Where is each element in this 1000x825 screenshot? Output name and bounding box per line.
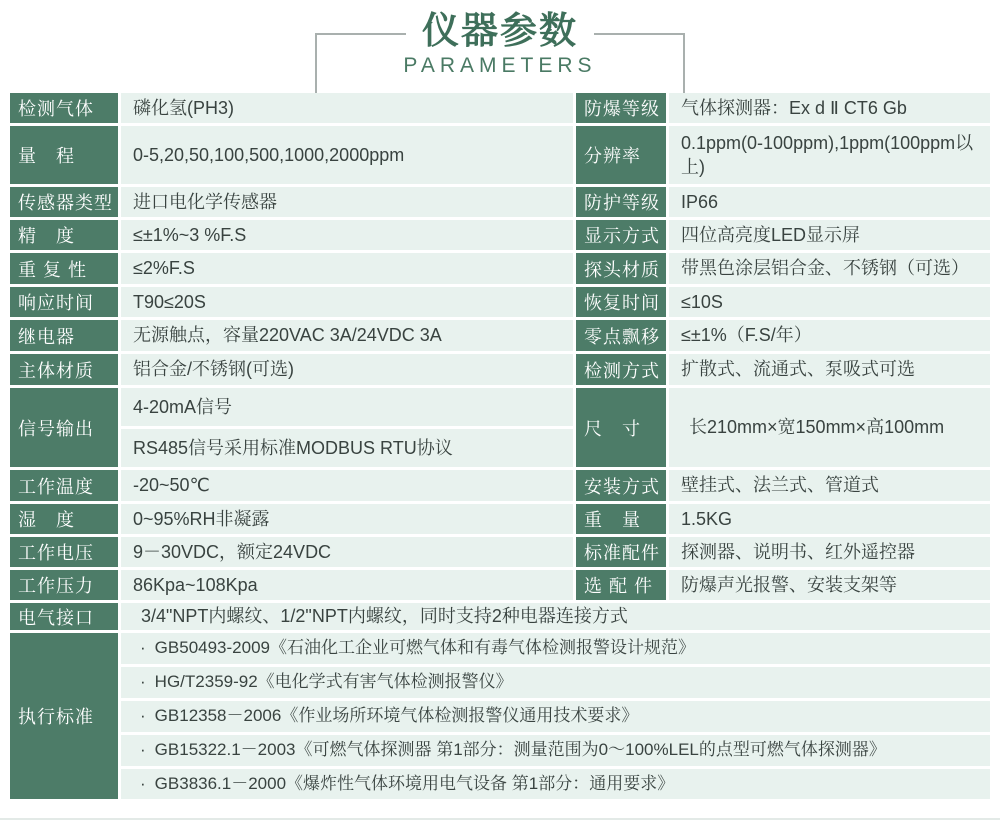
spec-label: 重 复 性	[10, 253, 118, 284]
spec-value: 铝合金/不锈钢(可选)	[121, 354, 573, 385]
spec-label: 标准配件	[576, 537, 666, 567]
standard-item	[121, 633, 990, 664]
spec-label: 防护等级	[576, 187, 666, 217]
spec-label: 传感器类型	[10, 187, 118, 217]
spec-value: 1.5KG	[669, 504, 990, 534]
spec-value: 带黑色涂层铝合金、不锈钢（可选）	[669, 253, 990, 284]
spec-label: 检测方式	[576, 354, 666, 385]
spec-label: 选 配 件	[576, 570, 666, 600]
spec-label: 量 程	[10, 126, 118, 184]
spec-value: T90≤20S	[121, 287, 573, 317]
spec-value: 3/4"NPT内螺纹、1/2"NPT内螺纹，同时支持2种电器连接方式	[121, 603, 990, 630]
spec-value: 0.1ppm(0-100ppm),1ppm(100ppm以上)	[669, 126, 990, 184]
spec-value: 进口电化学传感器	[121, 187, 573, 217]
spec-value: 防爆声光报警、安装支架等	[669, 570, 990, 600]
page-subtitle: PARAMETERS	[403, 54, 597, 77]
spec-label: 电气接口	[10, 603, 118, 630]
spec-value: ≤±1%~3 %F.S	[121, 220, 573, 250]
spec-label: 主体材质	[10, 354, 118, 385]
spec-label: 执行标准	[10, 633, 118, 799]
bullet-icon: ·	[140, 740, 146, 760]
spec-value: RS485信号采用标准MODBUS RTU协议	[121, 429, 573, 467]
spec-value: 0-5,20,50,100,500,1000,2000ppm	[121, 126, 573, 184]
standard-text: HG/T2359-92《电化学式有害气体检测报警仪》	[154, 672, 513, 692]
parameters-table	[10, 93, 990, 799]
spec-value: 长210mm×宽150mm×高100mm	[669, 388, 990, 467]
spec-value: IP66	[669, 187, 990, 217]
standard-item	[121, 769, 990, 799]
spec-label: 零点飘移	[576, 320, 666, 351]
spec-label: 重 量	[576, 504, 666, 534]
spec-value: 壁挂式、法兰式、管道式	[669, 470, 990, 501]
spec-value: 无源触点，容量220VAC 3A/24VDC 3A	[121, 320, 573, 351]
standard-text: GB15322.1－2003《可燃气体探测器 第1部分：测量范围为0～100%LEL的点型可燃气体探测器》	[154, 740, 886, 760]
standard-item	[121, 735, 990, 766]
bullet-icon: ·	[140, 638, 146, 658]
standard-text: GB12358－2006《作业场所环境气体检测报警仪通用技术要求》	[154, 706, 639, 726]
spec-label: 安装方式	[576, 470, 666, 501]
spec-value: 9－30VDC，额定24VDC	[121, 537, 573, 567]
standard-text: GB3836.1－2000《爆炸性气体环境用电气设备 第1部分：通用要求》	[154, 773, 675, 793]
spec-label: 响应时间	[10, 287, 118, 317]
page-title-text: 仪器参数	[406, 10, 594, 51]
spec-value: 0~95%RH非凝露	[121, 504, 573, 534]
spec-label: 分辨率	[576, 126, 666, 184]
spec-label: 湿 度	[10, 504, 118, 534]
bullet-icon: ·	[140, 672, 146, 692]
spec-label: 探头材质	[576, 253, 666, 284]
spec-value: ≤±1%（F.S/年）	[669, 320, 990, 351]
spec-value: 探测器、说明书、红外遥控器	[669, 537, 990, 567]
bullet-icon: ·	[140, 706, 146, 726]
spec-label: 防爆等级	[576, 93, 666, 123]
spec-label: 工作压力	[10, 570, 118, 600]
spec-label: 尺 寸	[576, 388, 666, 467]
standard-item	[121, 667, 990, 698]
bottom-divider	[0, 818, 1000, 820]
spec-label: 信号输出	[10, 388, 118, 467]
spec-value: 气体探测器：Ex d Ⅱ CT6 Gb	[669, 93, 990, 123]
spec-label: 工作电压	[10, 537, 118, 567]
spec-value: 4-20mA信号	[121, 388, 573, 426]
bullet-icon: ·	[140, 773, 146, 793]
spec-value: 四位高亮度LED显示屏	[669, 220, 990, 250]
spec-value: -20~50℃	[121, 470, 573, 501]
spec-value: 磷化氢(PH3)	[121, 93, 573, 123]
spec-label: 精 度	[10, 220, 118, 250]
spec-value: ≤10S	[669, 287, 990, 317]
standard-text: GB50493-2009《石油化工企业可燃气体和有毒气体检测报警设计规范》	[154, 638, 695, 658]
spec-label: 工作温度	[10, 470, 118, 501]
spec-value: ≤2%F.S	[121, 253, 573, 284]
page-title	[0, 11, 1000, 52]
spec-value: 扩散式、流通式、泵吸式可选	[669, 354, 990, 385]
spec-value: 86Kpa~108Kpa	[121, 570, 573, 600]
spec-label: 显示方式	[576, 220, 666, 250]
standard-item	[121, 701, 990, 732]
spec-label: 继电器	[10, 320, 118, 351]
spec-label: 恢复时间	[576, 287, 666, 317]
spec-label: 检测气体	[10, 93, 118, 123]
